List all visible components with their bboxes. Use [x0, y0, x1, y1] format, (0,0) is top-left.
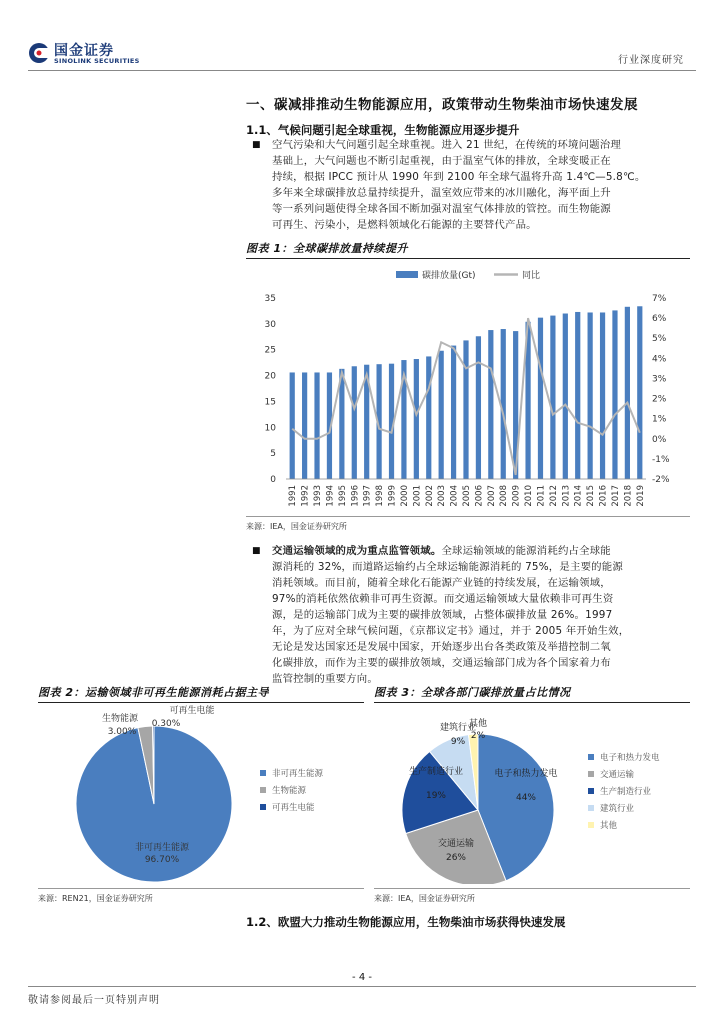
legend-bar-label: 碳排放量(Gt) [422, 271, 476, 281]
paragraph-line [272, 543, 690, 559]
paragraph-line: 化碳排放，而作为主要的碳排放领域，交通运输部门成为各个国家着力布 [272, 657, 611, 669]
pie3-value-1: 26% [445, 853, 467, 863]
paragraph-line: 等一系列问题使得全球各国不断加强对温室气体排放的管控。而生物能源 [272, 203, 611, 215]
logo-english: SINOLINK SECURITIES [54, 57, 140, 65]
paragraph-line: 无论是发达国家还是发展中国家，开始逐步出台各类政策及举措控制二氧 [272, 641, 611, 653]
x-tick-label-1992: 1992 [300, 485, 311, 507]
pie2-legend-swatch-0 [260, 770, 266, 776]
figure3-title: 图表 3：全球各部门碳排放量占比情况 [374, 686, 571, 699]
x-tick-label-1991: 1991 [288, 485, 299, 507]
transport-energy-pie-chart [38, 704, 364, 884]
x-tick-label-2018: 2018 [623, 485, 634, 507]
pie3-value-4: 2% [470, 731, 486, 741]
right-tick-label: 5% [652, 334, 667, 345]
x-tick-label-1994: 1994 [325, 485, 336, 507]
pie3-legend-swatch-3 [588, 805, 594, 811]
logo-chinese: 国金证券 [54, 43, 114, 59]
pie3-legend-swatch-2 [588, 788, 594, 794]
bar-2002 [426, 356, 431, 479]
bullet-square-icon: ■ [252, 546, 261, 556]
legend-line-label: 同比 [522, 271, 541, 281]
bar-2007 [488, 330, 493, 479]
paragraph-line: 可再生、污染小，是燃料领域化石能源的主要替代产品。 [272, 219, 537, 231]
x-tick-label-1999: 1999 [387, 485, 398, 507]
figure1-title: 图表 1：全球碳排放量持续提升 [246, 242, 408, 255]
pie3-label-0: 电子和热力发电 [494, 769, 558, 779]
pie2-legend-label-0: 非可再生能源 [272, 769, 324, 779]
left-tick-label: 30 [264, 319, 276, 330]
left-tick-label: 5 [270, 449, 276, 460]
bar-2018 [625, 307, 630, 479]
bar-2015 [588, 312, 593, 479]
x-tick-label-2004: 2004 [449, 485, 460, 507]
paragraph-line: 消耗领域。而目前，随着全球化石能源产业链的持续发展，在运输领域， [272, 577, 611, 589]
right-tick-label: 2% [652, 394, 667, 405]
pie2-label-2: 可再生电能 [169, 706, 215, 716]
figure1-source-rule [246, 516, 690, 517]
right-tick-label: 1% [652, 414, 667, 425]
pie2-label-1: 生物能源 [101, 714, 139, 724]
x-tick-label-2002: 2002 [424, 485, 435, 507]
x-tick-label-1995: 1995 [337, 485, 348, 507]
pie2-label-0: 非可再生能源 [134, 843, 190, 853]
x-tick-label-2015: 2015 [586, 485, 597, 507]
bar-2019 [637, 306, 642, 479]
bar-2005 [463, 340, 468, 479]
sector-emissions-pie-chart [374, 704, 690, 884]
bar-2006 [476, 336, 481, 479]
paragraph-line: 多年来全球碳排放总量持续提升，温室效应带来的冰川融化，海平面上升 [272, 187, 611, 199]
pie3-value-3: 9% [450, 737, 466, 747]
paragraph-line: 基础上，大气问题也不断引起重视，由于温室气体的排放，全球变暖正在 [272, 155, 611, 167]
x-tick-label-2017: 2017 [610, 485, 621, 507]
left-tick-label: 25 [264, 345, 276, 356]
section-title: 一、碳减排推动生物能源应用，政策带动生物柴油市场快速发展 [246, 97, 638, 113]
right-tick-label: 0% [652, 434, 667, 445]
paragraph-line: 监管控制的重要方向。 [272, 673, 378, 685]
figure1-rule [246, 258, 690, 259]
pie2-value-0: 96.70% [144, 855, 180, 865]
left-tick-label: 0 [270, 475, 276, 485]
x-tick-label-2016: 2016 [598, 485, 609, 507]
pie3-legend-swatch-4 [588, 822, 594, 828]
bullet-square-icon: ■ [252, 140, 261, 150]
subsection-title-1-1: 1.1、气候问题引起全球重视，生物能源应用逐步提升 [246, 123, 520, 137]
figure3-source: 来源：IEA，国金证券研究所 [374, 894, 475, 903]
x-tick-label-2010: 2010 [524, 485, 535, 507]
right-tick-label: 6% [652, 314, 667, 325]
left-tick-label: 20 [264, 371, 276, 382]
bar-1993 [314, 372, 319, 479]
bar-1991 [290, 372, 295, 479]
x-tick-label-2012: 2012 [548, 485, 559, 507]
x-tick-label-1996: 1996 [350, 485, 361, 507]
pie3-label-4: 其他 [468, 719, 488, 729]
footer-divider [28, 986, 696, 987]
pie2-value-2: 0.30% [151, 719, 181, 729]
pie2-value-1: 3.00% [107, 727, 137, 737]
x-tick-label-2009: 2009 [511, 485, 522, 507]
x-tick-label-2001: 2001 [412, 485, 423, 507]
pie3-value-0: 44% [515, 793, 537, 803]
left-tick-label: 35 [264, 294, 276, 304]
paragraph-text: 全球运输领域的能源消耗约占全球能 [441, 545, 611, 557]
paragraph-line: 年，为了应对全球气候问题，《京都议定书》通过，并于 2005 年开始生效， [272, 625, 630, 637]
x-tick-label-2008: 2008 [499, 485, 510, 507]
x-tick-label-1993: 1993 [313, 485, 324, 507]
bar-2004 [451, 346, 456, 479]
header-divider [28, 70, 696, 71]
paragraph-climate [272, 137, 690, 233]
paragraph-line: 持续，根据 IPCC 预计从 1990 年到 2100 年全球气温将升高 1.4℃—5.8℃。 [272, 171, 646, 183]
pie2-legend-swatch-2 [260, 804, 266, 810]
bar-2014 [575, 312, 580, 479]
x-tick-label-2006: 2006 [474, 485, 485, 507]
legend-bar-swatch [396, 271, 418, 278]
right-tick-label: 3% [652, 374, 667, 385]
pie2-legend-label-2: 可再生电能 [272, 803, 315, 813]
figure2-source: 来源：REN21，国金证券研究所 [38, 894, 153, 903]
pie3-label-3: 建筑行业 [439, 723, 477, 733]
right-tick-label: 7% [652, 294, 667, 304]
x-tick-label-1997: 1997 [362, 485, 373, 507]
paragraph-line: 源，是的运输部门成为主要的碳排放领域，占整体碳排放量 26%。1997 [272, 609, 613, 621]
paragraph-transport [272, 543, 690, 687]
pie3-label-2: 生产制造行业 [408, 767, 464, 777]
disclaimer-note: 敬请参阅最后一页特别声明 [28, 995, 160, 1006]
x-tick-label-2019: 2019 [635, 485, 646, 507]
pie3-legend-label-2: 生产制造行业 [600, 787, 652, 797]
paragraph-line: 空气污染和大气问题引起全球重视。进入 21 世纪，在传统的环境问题治理 [272, 139, 621, 151]
figure1-source: 来源：IEA，国金证券研究所 [246, 522, 347, 531]
pie3-value-2: 19% [425, 791, 447, 801]
pie3-legend-label-0: 电子和热力发电 [600, 753, 660, 763]
x-tick-label-2005: 2005 [462, 485, 472, 507]
right-tick-label: -2% [652, 475, 670, 485]
page-number: - 4 - [352, 972, 372, 983]
x-tick-label-2011: 2011 [536, 485, 547, 507]
pie3-legend-label-4: 其他 [600, 821, 618, 831]
pie3-legend-swatch-1 [588, 771, 594, 777]
bar-2003 [439, 351, 444, 479]
bar-2016 [600, 312, 605, 479]
figure3-rule [374, 702, 690, 703]
x-tick-label-1998: 1998 [375, 485, 386, 507]
bar-1992 [302, 372, 307, 479]
bar-2011 [538, 318, 543, 479]
paragraph-lead: 交通运输领域的成为重点监管领域。 [272, 545, 442, 557]
x-tick-label-2000: 2000 [399, 485, 410, 507]
left-tick-label: 15 [264, 397, 276, 408]
right-tick-label: 4% [652, 354, 667, 365]
emissions-chart [246, 262, 690, 514]
pie3-legend-label-1: 交通运输 [600, 770, 635, 780]
x-tick-label-2013: 2013 [561, 485, 572, 507]
sinolink-logo-icon [28, 42, 50, 64]
figure2-title: 图表 2：运输领域非可再生能源消耗占据主导 [38, 686, 269, 699]
pie3-legend-swatch-0 [588, 754, 594, 760]
bar-2012 [550, 316, 555, 479]
x-tick-label-2007: 2007 [486, 485, 497, 507]
bar-2017 [612, 310, 617, 479]
paragraph-line: 97%的消耗依然依赖非可再生资源。而交通运输领域大量依赖非可再生资 [272, 593, 614, 605]
figure3-source-rule [374, 888, 690, 889]
bar-2013 [563, 314, 568, 479]
paragraph-line: 源消耗的 32%，而道路运输约占全球运输能源消耗的 75%，是主要的能源 [272, 561, 623, 573]
bar-1996 [352, 366, 357, 479]
pie3-label-1: 交通运输 [437, 839, 475, 849]
x-tick-label-2003: 2003 [437, 485, 448, 507]
right-tick-label: -1% [652, 454, 670, 465]
figure2-rule [38, 702, 364, 703]
pie2-legend-swatch-1 [260, 787, 266, 793]
report-category: 行业深度研究 [618, 55, 684, 66]
bar-2001 [414, 359, 419, 479]
pie2-legend-label-1: 生物能源 [272, 786, 307, 796]
pie3-legend-label-3: 建筑行业 [600, 804, 635, 814]
left-tick-label: 10 [264, 423, 276, 434]
subsection-title-1-2: 1.2、欧盟大力推动生物能源应用，生物柴油市场获得快速发展 [246, 915, 566, 929]
x-tick-label-2014: 2014 [573, 485, 584, 507]
figure2-source-rule [38, 888, 364, 889]
